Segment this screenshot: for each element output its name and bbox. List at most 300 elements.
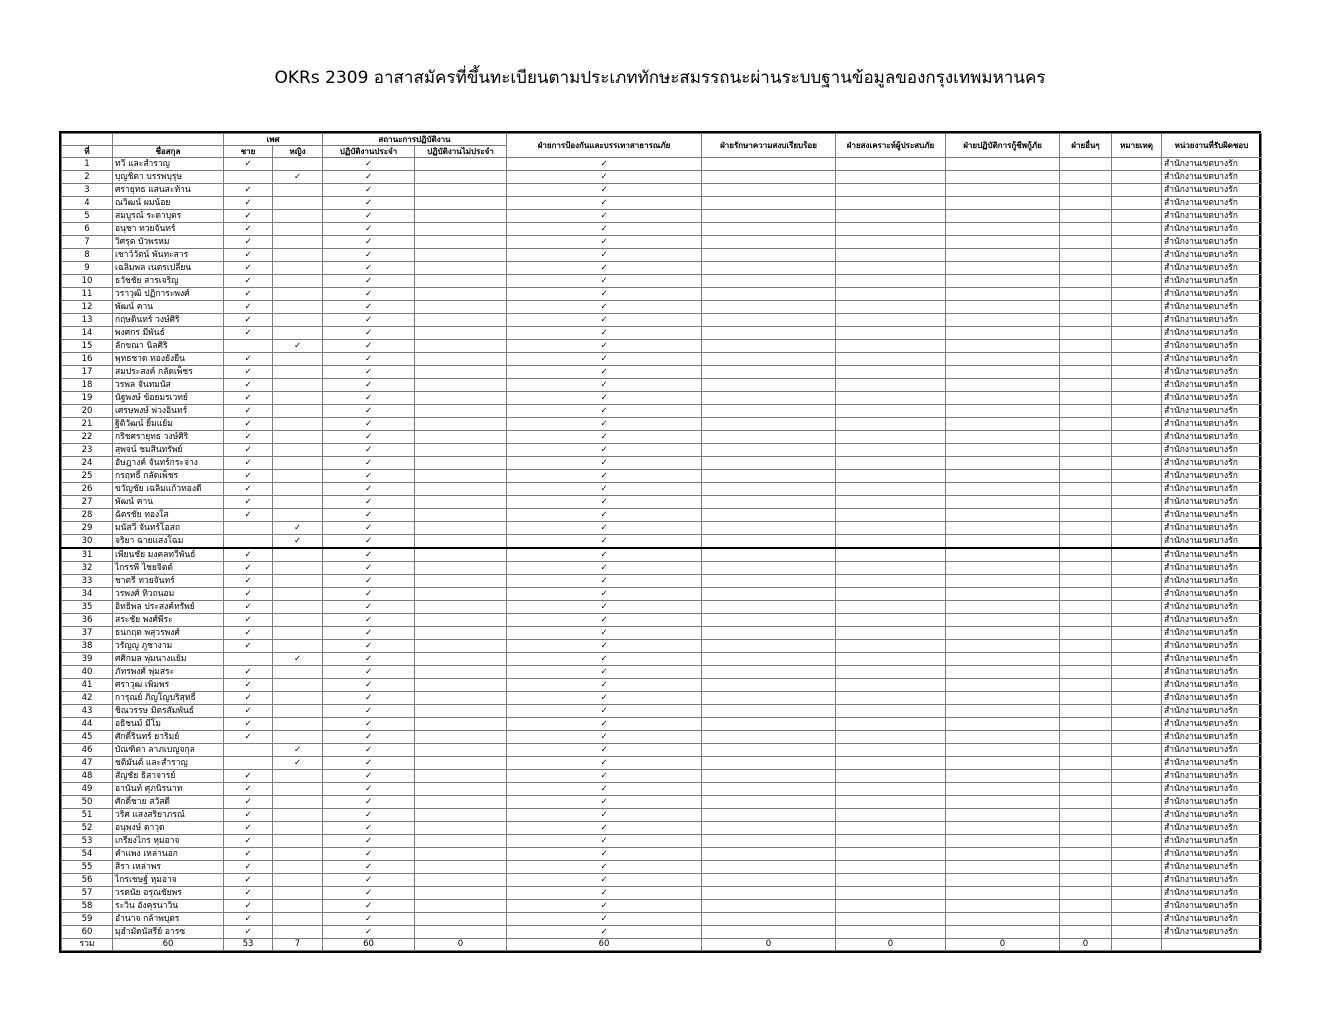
row-female-check [273,835,323,848]
row-security-check [702,483,836,496]
row-regular-check: ✓ [323,418,415,431]
row-female-check: ✓ [273,340,323,353]
table-row [62,653,1262,666]
row-other-check [1060,575,1112,588]
row-security-check [702,171,836,184]
row-note [1112,913,1162,926]
row-unit: สำนักงานเขตบางรัก [1162,588,1262,601]
row-irregular-check [415,887,507,900]
row-number: 56 [62,874,113,887]
row-note [1112,249,1162,262]
row-relief-check [836,444,946,457]
row-irregular-check [415,731,507,744]
row-note [1112,509,1162,522]
row-note [1112,770,1162,783]
row-security-check [702,392,836,405]
row-female-check [273,913,323,926]
row-note [1112,353,1162,366]
row-female-check [273,861,323,874]
row-rescue-check [946,627,1060,640]
row-male-check: ✓ [224,887,273,900]
row-female-check [273,496,323,509]
row-regular-check: ✓ [323,757,415,770]
row-note [1112,288,1162,301]
row-relief-check [836,653,946,666]
row-security-check [702,314,836,327]
row-security-check [702,379,836,392]
row-rescue-check [946,535,1060,549]
row-irregular-check [415,874,507,887]
row-number: 6 [62,223,113,236]
row-regular-check: ✓ [323,288,415,301]
row-unit: สำนักงานเขตบางรัก [1162,718,1262,731]
row-other-check [1060,653,1112,666]
row-male-check: ✓ [224,848,273,861]
row-male-check: ✓ [224,223,273,236]
row-unit: สำนักงานเขตบางรัก [1162,627,1262,640]
row-male-check: ✓ [224,913,273,926]
row-rescue-check [946,770,1060,783]
row-other-check [1060,796,1112,809]
row-note [1112,548,1162,562]
row-rescue-check [946,197,1060,210]
row-unit: สำนักงานเขตบางรัก [1162,913,1262,926]
row-security-check [702,509,836,522]
row-male-check: ✓ [224,562,273,575]
row-note [1112,757,1162,770]
row-regular-check: ✓ [323,496,415,509]
row-unit: สำนักงานเขตบางรัก [1162,796,1262,809]
row-unit: สำนักงานเขตบางรัก [1162,301,1262,314]
row-number: 60 [62,926,113,939]
table-row [62,470,1262,483]
table-row [62,575,1262,588]
row-unit: สำนักงานเขตบางรัก [1162,522,1262,535]
row-relief-check [836,718,946,731]
row-unit: สำนักงานเขตบางรัก [1162,614,1262,627]
row-security-check [702,249,836,262]
row-note [1112,874,1162,887]
table-row [62,353,1262,366]
table-row [62,158,1262,171]
row-male-check: ✓ [224,926,273,939]
row-female-check [273,275,323,288]
header-security: ฝ่ายรักษาความสงบเรียบร้อย [702,134,836,158]
row-rescue-check [946,470,1060,483]
row-female-check [273,705,323,718]
row-irregular-check [415,535,507,549]
row-unit: สำนักงานเขตบางรัก [1162,275,1262,288]
table-row [62,835,1262,848]
row-rescue-check [946,900,1060,913]
row-regular-check: ✓ [323,236,415,249]
row-number: 21 [62,418,113,431]
row-rescue-check [946,588,1060,601]
row-name: มนัสวี จันทร์โอสถ [113,522,224,535]
row-irregular-check [415,184,507,197]
row-disaster-check: ✓ [507,744,702,757]
row-relief-check [836,509,946,522]
row-irregular-check [415,444,507,457]
row-rescue-check [946,275,1060,288]
row-regular-check: ✓ [323,588,415,601]
row-security-check [702,210,836,223]
row-security-check [702,614,836,627]
row-note [1112,575,1162,588]
row-disaster-check: ✓ [507,653,702,666]
row-other-check [1060,457,1112,470]
header-name: ชื่อสกุล [113,146,224,158]
row-other-check [1060,366,1112,379]
row-unit: สำนักงานเขตบางรัก [1162,249,1262,262]
row-irregular-check [415,640,507,653]
totals-male: 53 [224,939,273,951]
row-other-check [1060,288,1112,301]
row-rescue-check [946,353,1060,366]
row-regular-check: ✓ [323,874,415,887]
row-relief-check [836,679,946,692]
row-note [1112,366,1162,379]
row-relief-check [836,275,946,288]
row-unit: สำนักงานเขตบางรัก [1162,770,1262,783]
row-name: ณวิฒน์ ผมน้อย [113,197,224,210]
row-security-check [702,900,836,913]
row-unit: สำนักงานเขตบางรัก [1162,809,1262,822]
header-row-top [62,134,1262,146]
row-irregular-check [415,236,507,249]
row-other-check [1060,562,1112,575]
row-irregular-check [415,809,507,822]
row-number: 5 [62,210,113,223]
row-relief-check [836,353,946,366]
row-female-check: ✓ [273,171,323,184]
row-other-check [1060,731,1112,744]
row-number: 24 [62,457,113,470]
row-male-check: ✓ [224,366,273,379]
totals-female: 7 [273,939,323,951]
row-rescue-check [946,601,1060,614]
row-disaster-check: ✓ [507,223,702,236]
header-rescue: ฝ่ายปฏิบัติการกู้ชีพกู้ภัย [946,134,1060,158]
row-other-check [1060,496,1112,509]
row-regular-check: ✓ [323,210,415,223]
row-female-check [273,796,323,809]
row-rescue-check [946,731,1060,744]
row-irregular-check [415,470,507,483]
row-disaster-check: ✓ [507,535,702,549]
table-row [62,640,1262,653]
row-security-check [702,366,836,379]
row-unit: สำนักงานเขตบางรัก [1162,835,1262,848]
row-name: บัณฑิตา ลาภเบญจกุล [113,744,224,757]
row-name: ชาตรี ทวยจันทร์ [113,575,224,588]
table-row [62,796,1262,809]
row-other-check [1060,379,1112,392]
row-male-check [224,522,273,535]
row-unit: สำนักงานเขตบางรัก [1162,900,1262,913]
row-other-check [1060,236,1112,249]
row-disaster-check: ✓ [507,666,702,679]
row-irregular-check [415,666,507,679]
row-other-check [1060,692,1112,705]
row-name: กรฤทธิ์ กลัดเพ็ชร [113,470,224,483]
totals-note [1112,939,1162,951]
row-disaster-check: ✓ [507,210,702,223]
row-note [1112,457,1162,470]
row-disaster-check: ✓ [507,327,702,340]
row-relief-check [836,184,946,197]
row-disaster-check: ✓ [507,562,702,575]
row-regular-check: ✓ [323,731,415,744]
row-security-check [702,705,836,718]
volunteer-table-sheet [59,131,1261,953]
row-number: 46 [62,744,113,757]
row-other-check [1060,249,1112,262]
row-note [1112,236,1162,249]
row-relief-check [836,379,946,392]
row-rescue-check [946,314,1060,327]
row-unit: สำนักงานเขตบางรัก [1162,340,1262,353]
totals-disaster: 60 [507,939,702,951]
row-male-check: ✓ [224,588,273,601]
row-rescue-check [946,718,1060,731]
row-rescue-check [946,223,1060,236]
row-regular-check: ✓ [323,666,415,679]
row-security-check [702,288,836,301]
row-other-check [1060,470,1112,483]
row-unit: สำนักงานเขตบางรัก [1162,548,1262,562]
row-security-check [702,575,836,588]
row-security-check [702,496,836,509]
row-female-check [273,249,323,262]
header-disaster: ฝ่ายการป้องกันและบรรเทาสาธารณภัย [507,134,702,158]
row-female-check [273,718,323,731]
row-other-check [1060,522,1112,535]
row-note [1112,926,1162,939]
row-name: ฉัตรชัย ทองใส [113,509,224,522]
row-number: 43 [62,705,113,718]
row-rescue-check [946,444,1060,457]
row-regular-check: ✓ [323,314,415,327]
row-number: 32 [62,562,113,575]
row-female-check [273,601,323,614]
volunteer-table [61,133,1262,951]
row-unit: สำนักงานเขตบางรัก [1162,731,1262,744]
row-note [1112,301,1162,314]
row-security-check [702,588,836,601]
row-name: มุฮำมัดนัสรีย์ อารซ [113,926,224,939]
table-row [62,392,1262,405]
row-male-check: ✓ [224,548,273,562]
row-rescue-check [946,796,1060,809]
row-male-check: ✓ [224,822,273,835]
table-row [62,379,1262,392]
row-unit: สำนักงานเขตบางรัก [1162,926,1262,939]
row-unit: สำนักงานเขตบางรัก [1162,848,1262,861]
row-number: 14 [62,327,113,340]
row-male-check: ✓ [224,783,273,796]
row-number: 57 [62,887,113,900]
row-regular-check: ✓ [323,171,415,184]
row-number: 58 [62,900,113,913]
row-male-check: ✓ [224,236,273,249]
row-number: 1 [62,158,113,171]
table-row [62,418,1262,431]
row-security-check [702,640,836,653]
row-regular-check: ✓ [323,327,415,340]
row-name: อธิชนม์ มีโม [113,718,224,731]
row-other-check [1060,418,1112,431]
row-rescue-check [946,744,1060,757]
row-female-check [273,379,323,392]
row-rescue-check [946,562,1060,575]
row-note [1112,158,1162,171]
row-female-check: ✓ [273,653,323,666]
row-unit: สำนักงานเขตบางรัก [1162,457,1262,470]
row-relief-check [836,301,946,314]
row-disaster-check: ✓ [507,718,702,731]
header-regular: ปฏิบัติงานประจำ [323,146,415,158]
row-disaster-check: ✓ [507,379,702,392]
row-note [1112,588,1162,601]
row-unit: สำนักงานเขตบางรัก [1162,496,1262,509]
row-irregular-check [415,575,507,588]
row-irregular-check [415,900,507,913]
row-disaster-check: ✓ [507,913,702,926]
row-female-check [273,210,323,223]
row-male-check: ✓ [224,496,273,509]
row-other-check [1060,601,1112,614]
row-relief-check [836,640,946,653]
row-regular-check: ✓ [323,223,415,236]
row-rescue-check [946,392,1060,405]
row-security-check [702,770,836,783]
row-regular-check: ✓ [323,770,415,783]
row-disaster-check: ✓ [507,822,702,835]
header-blank [62,134,113,146]
table-row [62,627,1262,640]
row-security-check [702,444,836,457]
row-other-check [1060,809,1112,822]
row-relief-check [836,575,946,588]
row-regular-check: ✓ [323,405,415,418]
row-number: 48 [62,770,113,783]
row-security-check [702,835,836,848]
row-name: การุณย์ ภิญโญบริสุทธิ์ [113,692,224,705]
table-row [62,666,1262,679]
row-name: บุญชิตา บรรพบุรุษ [113,171,224,184]
row-number: 19 [62,392,113,405]
row-irregular-check [415,327,507,340]
row-number: 47 [62,757,113,770]
row-rescue-check [946,496,1060,509]
row-male-check: ✓ [224,353,273,366]
row-irregular-check [415,692,507,705]
totals-other: 0 [1060,939,1112,951]
row-other-check [1060,327,1112,340]
row-irregular-check [415,275,507,288]
row-note [1112,483,1162,496]
row-disaster-check: ✓ [507,197,702,210]
row-name: เกรียงไกร หุมอาจ [113,835,224,848]
row-name: อัษฎางค์ จันทร์กระจ่าง [113,457,224,470]
row-name: วรัญญู ภูชางาม [113,640,224,653]
row-name: ธนกฤต พสุวรพงศ์ [113,627,224,640]
row-name: สมประสงค์ กลัดเพ็ชร [113,366,224,379]
row-other-check [1060,770,1112,783]
table-row [62,926,1262,939]
table-row [62,340,1262,353]
row-security-check [702,223,836,236]
row-female-check [273,314,323,327]
header-irregular: ปฏิบัติงานไม่ประจำ [415,146,507,158]
row-other-check [1060,679,1112,692]
row-unit: สำนักงานเขตบางรัก [1162,379,1262,392]
row-unit: สำนักงานเขตบางรัก [1162,562,1262,575]
row-name: สระชัย พงศ์พีระ [113,614,224,627]
row-relief-check [836,262,946,275]
row-relief-check [836,783,946,796]
row-female-check [273,548,323,562]
row-unit: สำนักงานเขตบางรัก [1162,692,1262,705]
row-regular-check: ✓ [323,262,415,275]
row-irregular-check [415,522,507,535]
row-disaster-check: ✓ [507,418,702,431]
row-note [1112,535,1162,549]
row-relief-check [836,731,946,744]
row-male-check: ✓ [224,770,273,783]
row-irregular-check [415,223,507,236]
row-disaster-check: ✓ [507,314,702,327]
row-female-check [273,731,323,744]
row-relief-check [836,835,946,848]
row-security-check [702,744,836,757]
row-irregular-check [415,744,507,757]
totals-irregular: 0 [415,939,507,951]
row-relief-check [836,210,946,223]
row-disaster-check: ✓ [507,809,702,822]
row-number: 3 [62,184,113,197]
row-regular-check: ✓ [323,444,415,457]
row-irregular-check [415,627,507,640]
row-regular-check: ✓ [323,548,415,562]
row-other-check [1060,301,1112,314]
row-note [1112,444,1162,457]
row-relief-check [836,457,946,470]
row-regular-check: ✓ [323,835,415,848]
row-number: 15 [62,340,113,353]
row-name: วรพล จันทมนัส [113,379,224,392]
row-irregular-check [415,770,507,783]
row-other-check [1060,744,1112,757]
row-security-check [702,535,836,549]
row-note [1112,731,1162,744]
row-rescue-check [946,809,1060,822]
row-name: อนุชา ทวยจันทร์ [113,223,224,236]
row-regular-check: ✓ [323,653,415,666]
row-disaster-check: ✓ [507,275,702,288]
row-relief-check [836,392,946,405]
table-row [62,601,1262,614]
row-other-check [1060,223,1112,236]
row-irregular-check [415,848,507,861]
row-other-check [1060,431,1112,444]
row-note [1112,887,1162,900]
table-row [62,262,1262,275]
table-row [62,405,1262,418]
page-title: OKRs 2309 อาสาสมัครที่ขึ้นทะเบียนตามประเภททักษะสมรรถนะผ่านระบบฐานข้อมูลของกรุงเทพมหานคร [274,68,1046,88]
row-disaster-check: ✓ [507,861,702,874]
